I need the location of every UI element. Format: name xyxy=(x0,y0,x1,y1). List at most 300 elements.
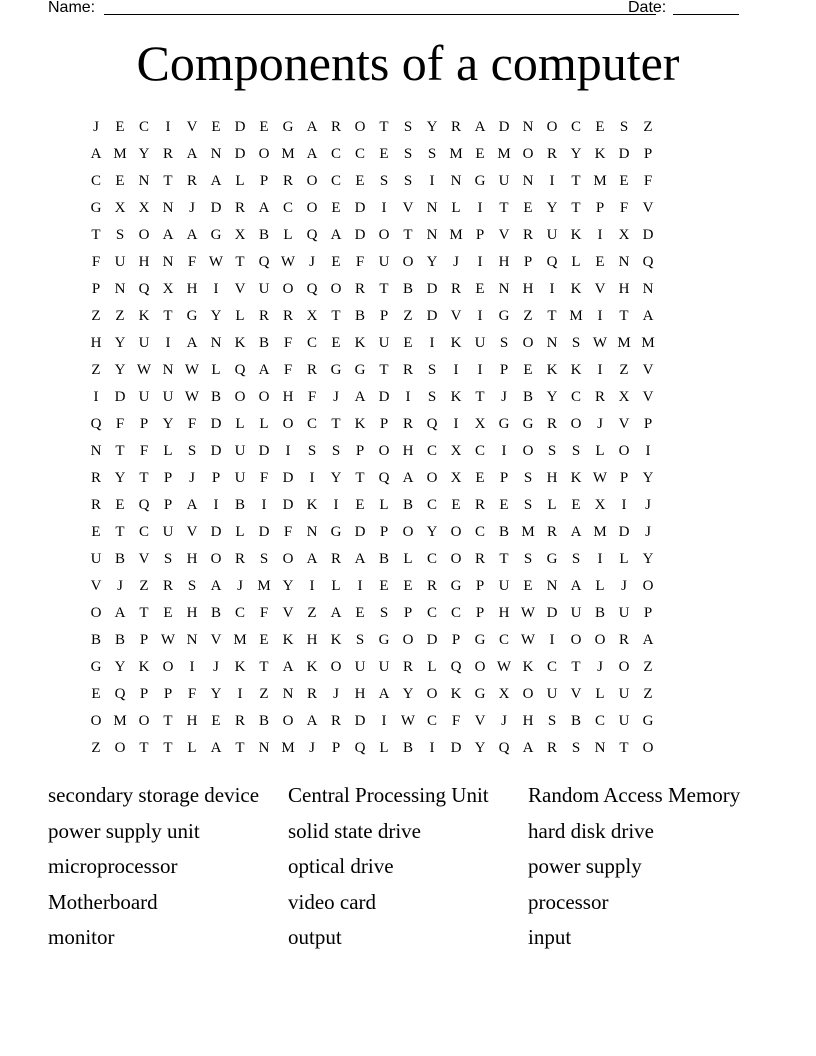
grid-letter: A xyxy=(522,740,534,756)
grid-letter: A xyxy=(306,551,318,567)
grid-letter: E xyxy=(619,173,629,189)
grid-letter: U xyxy=(498,578,510,594)
grid-letter: R xyxy=(234,200,245,216)
word-list-item: Random Access Memory xyxy=(528,783,741,807)
grid-letter: Y xyxy=(570,146,582,162)
grid-letter: P xyxy=(475,605,485,621)
grid-letter: K xyxy=(306,497,318,513)
grid-letter: B xyxy=(402,497,413,513)
grid-letter: T xyxy=(331,308,341,324)
grid-letter: W xyxy=(208,254,224,270)
grid-row xyxy=(84,141,732,168)
grid-letter: J xyxy=(189,200,195,216)
grid-letter: K xyxy=(234,335,246,351)
grid-letter: A xyxy=(114,605,126,621)
grid-letter: V xyxy=(498,227,510,243)
grid-letter: T xyxy=(619,308,629,324)
grid-letter: B xyxy=(402,740,413,756)
grid-letter: I xyxy=(309,470,315,486)
word-list-item: solid state drive xyxy=(288,818,421,843)
grid-letter: P xyxy=(139,686,149,702)
grid-letter: S xyxy=(619,119,629,135)
grid-letter: Y xyxy=(162,416,174,432)
grid-letter: H xyxy=(186,605,198,621)
grid-letter: R xyxy=(546,740,557,756)
grid-letter: V xyxy=(402,200,414,216)
grid-letter: C xyxy=(354,146,365,162)
grid-letter: S xyxy=(427,146,437,162)
grid-letter: A xyxy=(186,497,198,513)
grid-letter: U xyxy=(234,470,246,486)
grid-letter: A xyxy=(162,227,174,243)
grid-letter: O xyxy=(234,389,246,405)
grid-letter: L xyxy=(379,497,389,513)
grid-letter: D xyxy=(378,389,390,405)
grid-letter: Q xyxy=(546,254,558,270)
grid-letter: V xyxy=(186,524,198,540)
grid-letter: J xyxy=(333,389,339,405)
grid-letter: F xyxy=(187,686,197,702)
grid-letter: R xyxy=(282,173,293,189)
grid-letter: Z xyxy=(643,686,653,702)
grid-letter: J xyxy=(453,254,459,270)
grid-letter: S xyxy=(379,605,389,621)
grid-letter: S xyxy=(547,713,557,729)
grid-letter: P xyxy=(475,578,485,594)
grid-letter: A xyxy=(306,146,318,162)
grid-letter: Q xyxy=(426,416,438,432)
grid-letter: B xyxy=(258,227,269,243)
grid-letter: Z xyxy=(307,605,317,621)
grid-letter: C xyxy=(570,119,581,135)
grid-letter: E xyxy=(259,119,269,135)
grid-letter: Y xyxy=(114,470,126,486)
grid-letter: Z xyxy=(91,308,101,324)
grid-letter: P xyxy=(163,470,173,486)
word-list xyxy=(48,780,768,958)
grid-letter: C xyxy=(426,443,437,459)
word-list-item: power supply unit xyxy=(48,818,200,843)
grid-letter: S xyxy=(403,173,413,189)
grid-letter: B xyxy=(258,335,269,351)
grid-letter: N xyxy=(162,254,174,270)
grid-letter: I xyxy=(429,173,435,189)
grid-letter: Q xyxy=(306,281,318,297)
grid-letter: U xyxy=(378,254,390,270)
grid-letter: J xyxy=(597,416,603,432)
grid-letter: N xyxy=(210,146,222,162)
grid-letter: F xyxy=(259,470,269,486)
grid-letter: D xyxy=(258,443,270,459)
grid-letter: U xyxy=(138,335,150,351)
grid-letter: D xyxy=(114,389,126,405)
grid-letter: I xyxy=(621,497,627,513)
grid-letter: A xyxy=(186,227,198,243)
grid-letter: H xyxy=(618,281,630,297)
grid-letter: O xyxy=(282,713,294,729)
grid-letter: M xyxy=(521,524,535,540)
grid-letter: C xyxy=(546,659,557,675)
grid-letter: B xyxy=(570,713,581,729)
grid-letter: E xyxy=(259,632,269,648)
grid-letter: R xyxy=(474,551,485,567)
grid-letter: Y xyxy=(642,470,654,486)
grid-letter: J xyxy=(621,578,627,594)
grid-letter: G xyxy=(474,686,486,702)
grid-letter: J xyxy=(309,740,315,756)
grid-letter: R xyxy=(234,713,245,729)
grid-letter: E xyxy=(595,119,605,135)
grid-letter: O xyxy=(282,416,294,432)
grid-letter: F xyxy=(187,416,197,432)
grid-letter: I xyxy=(597,362,603,378)
grid-letter: O xyxy=(570,632,582,648)
grid-letter: T xyxy=(331,416,341,432)
grid-letter: H xyxy=(354,686,366,702)
grid-letter: W xyxy=(496,659,512,675)
grid-letter: L xyxy=(235,308,245,324)
grid-letter: J xyxy=(189,470,195,486)
grid-letter: A xyxy=(210,173,222,189)
grid-letter: I xyxy=(333,497,339,513)
grid-letter: U xyxy=(162,524,174,540)
grid-letter: B xyxy=(378,551,389,567)
grid-letter: E xyxy=(523,200,533,216)
grid-letter: G xyxy=(642,713,654,729)
grid-letter: P xyxy=(379,524,389,540)
grid-letter: P xyxy=(523,254,533,270)
grid-letter: O xyxy=(402,524,414,540)
grid-letter: D xyxy=(450,740,462,756)
grid-letter: G xyxy=(330,362,342,378)
grid-letter: O xyxy=(450,551,462,567)
grid-letter: T xyxy=(91,227,101,243)
grid-letter: D xyxy=(234,119,246,135)
grid-letter: C xyxy=(330,173,341,189)
grid-letter: F xyxy=(139,443,149,459)
grid-letter: T xyxy=(139,740,149,756)
grid-letter: G xyxy=(378,632,390,648)
grid-letter: T xyxy=(139,605,149,621)
grid-letter: P xyxy=(259,173,269,189)
word-search-grid xyxy=(84,114,732,762)
grid-letter: H xyxy=(186,713,198,729)
grid-letter: R xyxy=(402,416,413,432)
grid-letter: E xyxy=(355,173,365,189)
grid-letter: F xyxy=(619,200,629,216)
grid-letter: A xyxy=(282,659,294,675)
grid-letter: W xyxy=(520,605,536,621)
grid-letter: N xyxy=(498,281,510,297)
grid-letter: T xyxy=(547,308,557,324)
grid-letter: X xyxy=(114,200,126,216)
grid-letter: I xyxy=(381,200,387,216)
grid-letter: U xyxy=(618,713,630,729)
word-list-item: optical drive xyxy=(288,854,394,878)
grid-letter: O xyxy=(618,659,630,675)
grid-letter: U xyxy=(618,686,630,702)
grid-letter: K xyxy=(234,659,246,675)
grid-letter: J xyxy=(645,524,651,540)
grid-letter: I xyxy=(213,497,219,513)
grid-letter: Y xyxy=(330,470,342,486)
word-list-item: Motherboard xyxy=(48,889,158,914)
grid-letter: Q xyxy=(450,659,462,675)
grid-letter: E xyxy=(331,254,341,270)
grid-letter: T xyxy=(115,443,125,459)
grid-letter: X xyxy=(450,470,462,486)
grid-letter: Z xyxy=(619,362,629,378)
grid-letter: V xyxy=(138,551,150,567)
grid-letter: E xyxy=(211,119,221,135)
grid-letter: I xyxy=(477,308,483,324)
grid-letter: P xyxy=(475,227,485,243)
grid-letter: P xyxy=(499,470,509,486)
grid-letter: A xyxy=(258,200,270,216)
grid-letter: Q xyxy=(138,497,150,513)
grid-letter: R xyxy=(474,497,485,513)
grid-letter: V xyxy=(642,362,654,378)
grid-letter: Y xyxy=(402,686,414,702)
grid-letter: J xyxy=(645,497,651,513)
grid-letter: Y xyxy=(426,254,438,270)
grid-letter: K xyxy=(282,632,294,648)
grid-letter: A xyxy=(354,389,366,405)
grid-letter: E xyxy=(523,578,533,594)
grid-letter: E xyxy=(115,497,125,513)
grid-letter: K xyxy=(594,146,606,162)
grid-letter: O xyxy=(210,551,222,567)
grid-letter: H xyxy=(546,470,558,486)
grid-letter: O xyxy=(642,578,654,594)
grid-letter: W xyxy=(520,632,536,648)
grid-letter: I xyxy=(261,497,267,513)
grid-letter: E xyxy=(355,605,365,621)
grid-letter: E xyxy=(211,713,221,729)
grid-letter: F xyxy=(91,254,101,270)
grid-letter: L xyxy=(163,443,173,459)
grid-letter: T xyxy=(499,551,509,567)
grid-letter: K xyxy=(354,416,366,432)
date-label: Date: xyxy=(628,0,667,16)
grid-letter: W xyxy=(184,362,200,378)
grid-letter: T xyxy=(571,200,581,216)
grid-letter: E xyxy=(163,605,173,621)
grid-letter: D xyxy=(354,524,366,540)
grid-letter: R xyxy=(282,308,293,324)
grid-letter: V xyxy=(642,389,654,405)
grid-letter: Z xyxy=(139,578,149,594)
grid-letter: C xyxy=(474,443,485,459)
grid-letter: S xyxy=(331,443,341,459)
grid-letter: R xyxy=(402,659,413,675)
grid-letter: H xyxy=(282,389,294,405)
grid-row xyxy=(84,681,732,708)
grid-letter: O xyxy=(474,659,486,675)
grid-letter: S xyxy=(403,119,413,135)
grid-letter: E xyxy=(475,470,485,486)
grid-letter: P xyxy=(163,686,173,702)
grid-letter: L xyxy=(235,524,245,540)
grid-letter: F xyxy=(643,173,653,189)
grid-letter: S xyxy=(115,227,125,243)
page-title: Components of a computer xyxy=(136,35,680,91)
grid-letter: Z xyxy=(403,308,413,324)
grid-letter: P xyxy=(595,200,605,216)
grid-letter: A xyxy=(570,578,582,594)
grid-letter: S xyxy=(163,551,173,567)
date-blank-line xyxy=(673,14,739,15)
grid-letter: R xyxy=(162,578,173,594)
grid-letter: H xyxy=(522,713,534,729)
grid-letter: I xyxy=(429,335,435,351)
grid-letter: U xyxy=(258,281,270,297)
grid-letter: I xyxy=(597,551,603,567)
grid-letter: Y xyxy=(138,146,150,162)
grid-letter: T xyxy=(379,281,389,297)
grid-letter: R xyxy=(426,578,437,594)
grid-letter: X xyxy=(234,227,246,243)
grid-letter: V xyxy=(90,578,102,594)
grid-letter: Z xyxy=(523,308,533,324)
grid-letter: I xyxy=(645,443,651,459)
grid-letter: C xyxy=(234,605,245,621)
grid-letter: E xyxy=(115,173,125,189)
grid-letter: Y xyxy=(426,524,438,540)
grid-letter: G xyxy=(90,200,102,216)
grid-letter: C xyxy=(90,173,101,189)
grid-letter: W xyxy=(184,389,200,405)
grid-letter: J xyxy=(213,659,219,675)
grid-letter: E xyxy=(91,524,101,540)
grid-letter: U xyxy=(378,659,390,675)
grid-letter: N xyxy=(450,173,462,189)
grid-letter: Y xyxy=(282,578,294,594)
word-list-item: monitor xyxy=(48,925,115,949)
grid-letter: R xyxy=(186,173,197,189)
grid-letter: B xyxy=(522,389,533,405)
grid-letter: V xyxy=(474,713,486,729)
grid-letter: X xyxy=(162,281,174,297)
grid-letter: T xyxy=(139,470,149,486)
grid-letter: O xyxy=(138,227,150,243)
grid-letter: R xyxy=(90,497,101,513)
grid-letter: S xyxy=(427,362,437,378)
grid-letter: P xyxy=(139,416,149,432)
grid-letter: S xyxy=(571,335,581,351)
grid-letter: S xyxy=(307,443,317,459)
grid-letter: F xyxy=(283,524,293,540)
grid-letter: K xyxy=(138,308,150,324)
grid-letter: O xyxy=(114,740,126,756)
grid-letter: I xyxy=(237,686,243,702)
grid-letter: A xyxy=(330,605,342,621)
grid-letter: S xyxy=(427,389,437,405)
grid-letter: R xyxy=(594,389,605,405)
grid-letter: M xyxy=(257,578,271,594)
grid-letter: Y xyxy=(642,551,654,567)
grid-letter: M xyxy=(497,146,511,162)
grid-letter: M xyxy=(593,173,607,189)
grid-letter: L xyxy=(187,740,197,756)
grid-letter: X xyxy=(618,227,630,243)
grid-row xyxy=(84,735,732,762)
grid-letter: M xyxy=(281,740,295,756)
grid-letter: Z xyxy=(115,308,125,324)
grid-row xyxy=(84,222,732,249)
grid-letter: E xyxy=(379,146,389,162)
grid-row xyxy=(84,114,732,141)
grid-letter: S xyxy=(523,470,533,486)
grid-row xyxy=(84,519,732,546)
grid-letter: T xyxy=(379,119,389,135)
grid-letter: I xyxy=(189,659,195,675)
grid-letter: S xyxy=(571,740,581,756)
grid-letter: P xyxy=(211,470,221,486)
grid-letter: Q xyxy=(642,254,654,270)
grid-letter: K xyxy=(450,389,462,405)
grid-letter: V xyxy=(234,281,246,297)
grid-letter: O xyxy=(402,254,414,270)
grid-letter: G xyxy=(282,119,294,135)
worksheet-header xyxy=(48,0,748,20)
grid-letter: A xyxy=(210,740,222,756)
grid-letter: O xyxy=(162,659,174,675)
grid-letter: O xyxy=(90,713,102,729)
grid-letter: O xyxy=(618,443,630,459)
grid-letter: O xyxy=(138,713,150,729)
grid-letter: K xyxy=(450,686,462,702)
grid-letter: O xyxy=(522,686,534,702)
grid-letter: A xyxy=(642,308,654,324)
grid-letter: R xyxy=(450,281,461,297)
grid-letter: I xyxy=(165,119,171,135)
grid-letter: I xyxy=(501,443,507,459)
grid-letter: E xyxy=(499,497,509,513)
grid-letter: R xyxy=(546,146,557,162)
grid-letter: I xyxy=(285,443,291,459)
grid-letter: A xyxy=(306,119,318,135)
grid-letter: G xyxy=(522,416,534,432)
grid-letter: X xyxy=(450,443,462,459)
grid-letter: D xyxy=(210,416,222,432)
grid-letter: E xyxy=(475,146,485,162)
grid-letter: M xyxy=(233,632,247,648)
grid-letter: X xyxy=(474,416,486,432)
grid-letter: I xyxy=(213,281,219,297)
grid-letter: M xyxy=(281,146,295,162)
grid-letter: N xyxy=(162,200,174,216)
grid-letter: D xyxy=(426,632,438,648)
grid-letter: T xyxy=(571,173,581,189)
grid-letter: Y xyxy=(210,686,222,702)
grid-letter: I xyxy=(453,362,459,378)
grid-letter: T xyxy=(115,524,125,540)
grid-letter: X xyxy=(594,497,606,513)
grid-letter: A xyxy=(354,551,366,567)
grid-letter: D xyxy=(618,524,630,540)
grid-letter: E xyxy=(523,362,533,378)
grid-letter: Y xyxy=(210,308,222,324)
grid-letter: D xyxy=(282,470,294,486)
grid-letter: K xyxy=(522,659,534,675)
grid-letter: N xyxy=(186,632,198,648)
grid-letter: O xyxy=(522,146,534,162)
grid-letter: P xyxy=(451,632,461,648)
grid-letter: D xyxy=(354,200,366,216)
grid-letter: U xyxy=(138,389,150,405)
grid-letter: T xyxy=(163,713,173,729)
